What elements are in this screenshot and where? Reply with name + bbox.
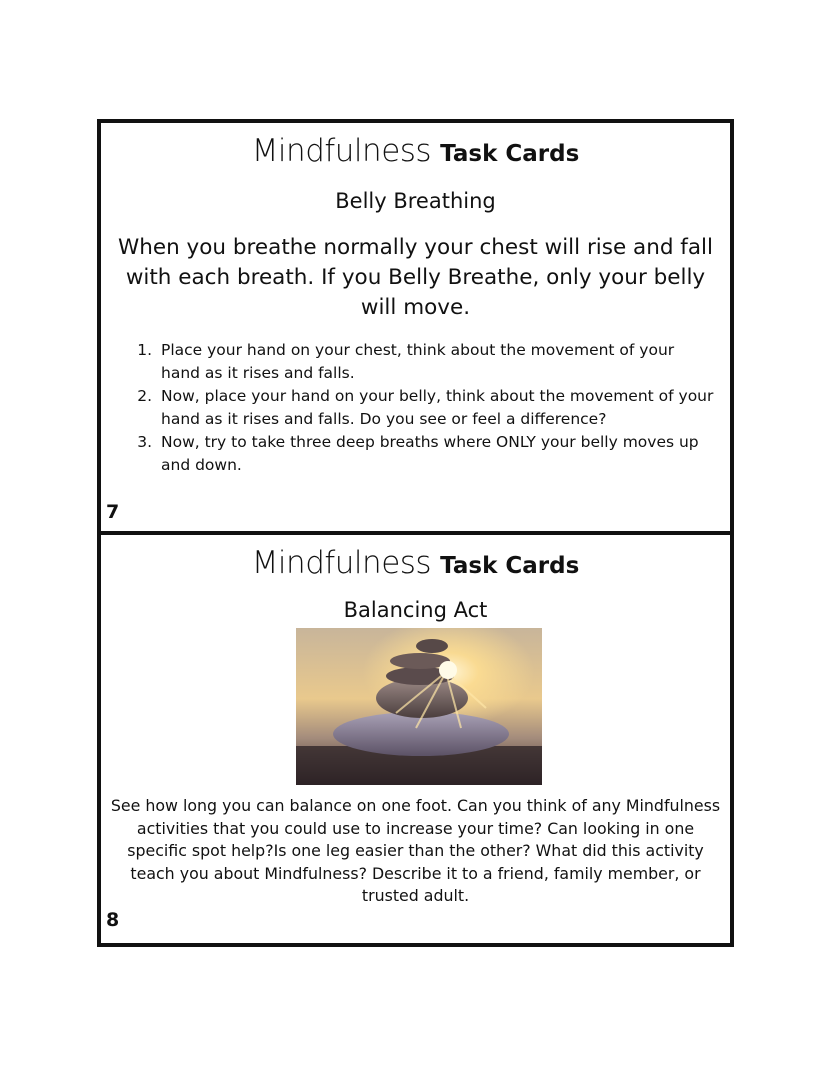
card-intro: When you breathe normally your chest will rise and fall with each breath. If you Belly Breathe, only your belly will move.	[117, 235, 714, 320]
step-item: 2. Now, place your hand on your belly, think about the movement of your hand as it rises and falls. Do you see or feel a difference?	[157, 385, 718, 431]
card-number: 8	[106, 909, 120, 931]
card-number: 7	[106, 501, 120, 523]
card-body: See how long you can balance on one foot. Can you think of any Mindfulness activities that you could use to increase your time? Can looking in one specific spot help?Is one leg easier than the other? What did this activity teach you about Mindfulness? Describe it to a friend, family member, or trusted adult.	[110, 796, 721, 905]
card-header	[101, 545, 730, 581]
card-title: Belly Breathing	[335, 189, 496, 213]
card-header	[101, 133, 730, 169]
series-title: Task Cards	[440, 553, 580, 579]
stacked-stones-photo	[296, 628, 542, 785]
step-item: 1. Place your hand on your chest, think about the movement of your hand as it rises and falls.	[157, 339, 718, 385]
brand-title: Mindfulness	[251, 545, 432, 581]
brand-title: Mindfulness	[251, 133, 432, 169]
steps-list	[129, 339, 718, 477]
step-item: 3. Now, try to take three deep breaths where ONLY your belly moves up and down.	[157, 431, 718, 477]
series-title: Task Cards	[440, 141, 580, 167]
task-card-balancing-act	[97, 531, 734, 947]
task-card-belly-breathing	[97, 119, 734, 535]
card-title: Balancing Act	[343, 598, 488, 622]
